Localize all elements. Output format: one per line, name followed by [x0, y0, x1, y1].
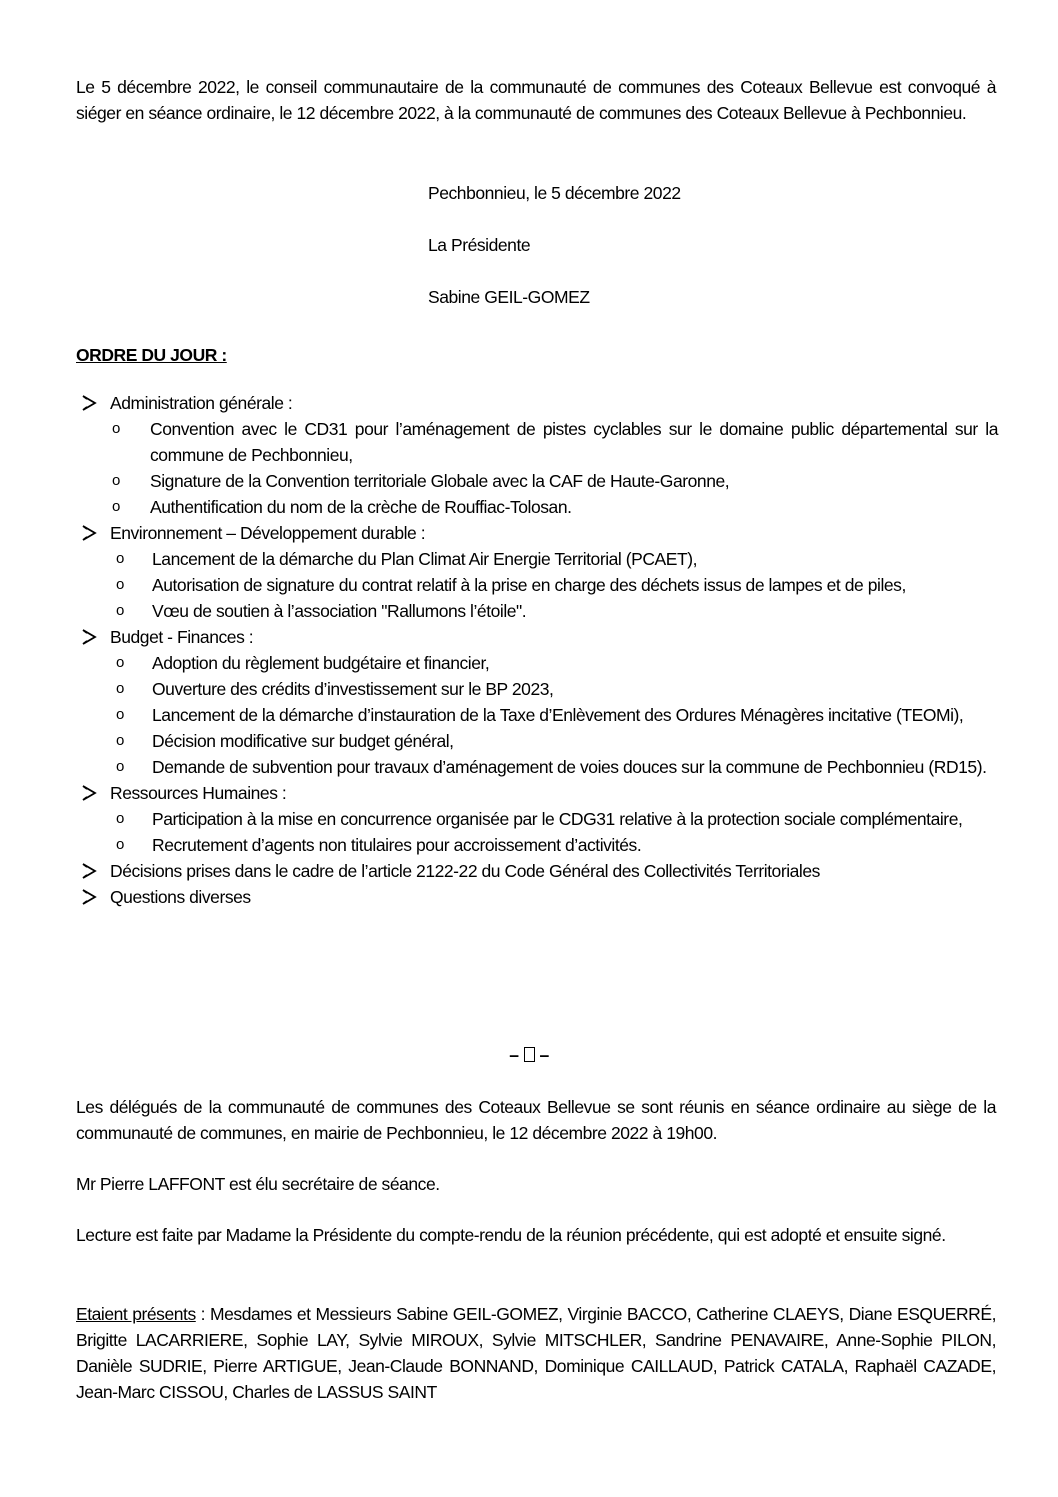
agenda-item	[76, 546, 998, 572]
agenda-item-text: Convention avec le CD31 pour l’aménagement de pistes cyclables sur le domaine public départemental sur la commune de Pechbonnieu,	[150, 419, 998, 465]
attendees-label: Etaient présents	[76, 1304, 196, 1324]
agenda-item-text: Signature de la Convention territoriale Globale avec la CAF de Haute-Garonne,	[150, 471, 730, 491]
arrow-bullet-icon	[80, 390, 100, 416]
agenda-item	[76, 832, 998, 858]
agenda-item-text: Participation à la mise en concurrence organisée par le CDG31 relative à la protection sociale complémentaire,	[152, 809, 963, 829]
agenda-item	[76, 572, 998, 598]
agenda-item-text: Adoption du règlement budgétaire et financier,	[152, 653, 490, 673]
agenda-section	[76, 780, 998, 806]
circle-bullet-icon: o	[116, 706, 124, 723]
meeting-paragraph: Les délégués de la communauté de communes des Coteaux Bellevue se sont réunis en séance ordinaire au siège de la communauté de communes, en mairie de Pechbonnieu, le 12 décembre 2022 à 19h00.	[76, 1097, 996, 1143]
circle-bullet-icon: o	[116, 654, 124, 671]
attendees-paragraph	[76, 1301, 996, 1405]
agenda-section-title: Budget - Finances :	[110, 627, 254, 647]
attendees-list: : Mesdames et Messieurs Sabine GEIL-GOMEZ, Virginie BACCO, Catherine CLAEYS, Diane ESQUERRÉ, Brigitte LACARRIERE, Sophie LAY, Sylvie MIROUX, Sylvie MITSCHLER, Sandrine PENAVAIRE, Anne-Sophie PILON, Danièle SUDRIE, Pierre ARTIGUE, Jean-Claude BONNAND, Dominique CAILLAUD, Patrick CATALA, Raphaël CAZADE, Jean-Marc CISSOU, Charles de LASSUS SAINT	[76, 1304, 996, 1402]
circle-bullet-icon: o	[116, 836, 124, 853]
arrow-bullet-icon	[80, 624, 100, 650]
agenda-list	[76, 390, 998, 910]
agenda-item	[76, 494, 998, 520]
agenda-item-text: Recrutement d’agents non titulaires pour accroissement d’activités.	[152, 835, 642, 855]
agenda-item	[76, 806, 998, 832]
circle-bullet-icon: o	[116, 758, 124, 775]
agenda-item	[76, 650, 998, 676]
agenda-section	[76, 624, 998, 650]
agenda-item-text: Vœu de soutien à l’association "Rallumons l’étoile".	[152, 601, 527, 621]
agenda-item	[76, 416, 998, 468]
agenda-item-text: Lancement de la démarche du Plan Climat Air Energie Territorial (PCAET),	[152, 549, 698, 569]
agenda-item	[76, 676, 998, 702]
agenda-section	[76, 520, 998, 546]
agenda-item-text: Authentification du nom de la crèche de Rouffiac-Tolosan.	[150, 497, 572, 517]
agenda-section	[76, 858, 998, 884]
reading-paragraph: Lecture est faite par Madame la Présidente du compte-rendu de la réunion précédente, qui est adopté et ensuite signé.	[76, 1225, 946, 1245]
separator-dash: –	[509, 1045, 519, 1065]
circle-bullet-icon: o	[116, 550, 124, 567]
circle-bullet-icon: o	[112, 420, 120, 437]
circle-bullet-icon: o	[116, 810, 124, 827]
agenda-heading: ORDRE DU JOUR :	[76, 345, 227, 365]
circle-bullet-icon: o	[116, 680, 124, 697]
agenda-section-title: Décisions prises dans le cadre de l’article 2122-22 du Code Général des Collectivités Territoriales	[110, 861, 820, 881]
agenda-item	[76, 754, 998, 780]
agenda-item	[76, 702, 998, 728]
circle-bullet-icon: o	[112, 472, 120, 489]
circle-bullet-icon: o	[116, 602, 124, 619]
agenda-item-text: Décision modificative sur budget général,	[152, 731, 454, 751]
agenda-section-title: Administration générale :	[110, 393, 293, 413]
arrow-bullet-icon	[80, 520, 100, 546]
agenda-section	[76, 884, 998, 910]
circle-bullet-icon: o	[116, 732, 124, 749]
arrow-bullet-icon	[80, 858, 100, 884]
signature-place-date: Pechbonnieu, le 5 décembre 2022	[428, 183, 681, 203]
signature-role: La Présidente	[428, 235, 531, 255]
agenda-item-text: Autorisation de signature du contrat relatif à la prise en charge des déchets issus de lampes et de piles,	[152, 575, 906, 595]
circle-bullet-icon: o	[116, 576, 124, 593]
arrow-bullet-icon	[80, 780, 100, 806]
agenda-item-text: Ouverture des crédits d’investissement sur le BP 2023,	[152, 679, 554, 699]
agenda-item	[76, 468, 998, 494]
agenda-item	[76, 598, 998, 624]
agenda-section-title: Ressources Humaines :	[110, 783, 287, 803]
agenda-section	[76, 390, 998, 416]
arrow-bullet-icon	[80, 884, 100, 910]
circle-bullet-icon: o	[112, 498, 120, 515]
agenda-section-title: Environnement – Développement durable :	[110, 523, 426, 543]
signature-block	[428, 180, 988, 336]
secretary-paragraph: Mr Pierre LAFFONT est élu secrétaire de séance.	[76, 1174, 440, 1194]
agenda-section-title: Questions diverses	[110, 887, 251, 907]
separator-dash: –	[539, 1045, 549, 1065]
signature-name: Sabine GEIL-GOMEZ	[428, 287, 590, 307]
section-separator	[0, 1042, 1058, 1068]
missing-glyph-box-icon	[524, 1047, 535, 1062]
intro-paragraph: Le 5 décembre 2022, le conseil communautaire de la communauté de communes des Coteaux Bellevue est convoqué à siéger en séance ordinaire, le 12 décembre 2022, à la communauté de communes des Coteaux Bellevue à Pechbonnieu.	[76, 77, 996, 123]
agenda-item	[76, 728, 998, 754]
agenda-item-text: Demande de subvention pour travaux d’aménagement de voies douces sur la commune de Pechbonnieu (RD15).	[152, 757, 987, 777]
agenda-item-text: Lancement de la démarche d’instauration de la Taxe d’Enlèvement des Ordures Ménagères incitative (TEOMi),	[152, 705, 964, 725]
